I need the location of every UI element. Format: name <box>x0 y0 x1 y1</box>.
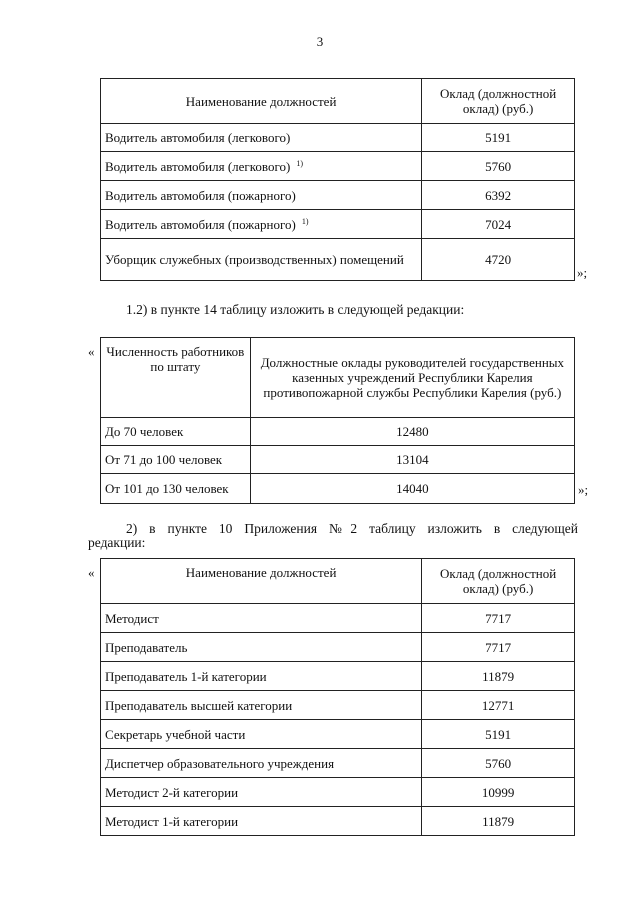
column-header-position: Наименование должностей <box>101 559 422 604</box>
salary-cell: 12771 <box>422 691 575 720</box>
salary-cell: 14040 <box>250 474 574 504</box>
salary-cell: 7717 <box>422 604 575 633</box>
salary-cell: 11879 <box>422 807 575 836</box>
paragraph-1-2: 1.2) в пункте 14 таблицу изложить в следующей редакции: <box>126 302 465 317</box>
table-row <box>101 662 575 691</box>
position-cell: Уборщик служебных (производственных) помещений <box>101 239 422 281</box>
salary-cell: 10999 <box>422 778 575 807</box>
column-header-salary: Оклад (должностной оклад) (руб.) <box>422 559 575 604</box>
salary-cell: 4720 <box>422 239 575 281</box>
paragraph-2 <box>88 521 578 551</box>
position-cell: Преподаватель высшей категории <box>101 691 422 720</box>
salary-cell: 5191 <box>422 124 575 152</box>
table-row <box>101 181 575 210</box>
position-cell: Методист 1-й категории <box>101 807 422 836</box>
table-row <box>101 604 575 633</box>
table-row <box>101 124 575 152</box>
table-row <box>101 778 575 807</box>
position-cell: Методист <box>101 604 422 633</box>
table-header-row <box>101 559 575 604</box>
staff-cell: До 70 человек <box>101 418 251 446</box>
position-cell: Секретарь учебной части <box>101 720 422 749</box>
column-header-salary: Оклад (должностной оклад) (руб.) <box>422 79 575 124</box>
table-header-row <box>101 79 575 124</box>
position-cell: Водитель автомобиля (легкового) <box>101 124 422 152</box>
footnote-mark: 1) <box>301 216 309 226</box>
table-row <box>101 720 575 749</box>
salary-cell: 11879 <box>422 662 575 691</box>
staff-cell: От 71 до 100 человек <box>101 446 251 474</box>
table-row <box>101 418 575 446</box>
salary-table-drivers <box>100 78 575 281</box>
position-cell: Водитель автомобиля (легкового) $^{1)}$ <box>101 152 422 181</box>
footnote-mark: 1) <box>296 158 303 168</box>
salary-cell: 6392 <box>422 181 575 210</box>
table-row <box>101 691 575 720</box>
table-row <box>101 152 575 181</box>
salary-cell: 13104 <box>250 446 574 474</box>
quote-open-mark: « <box>88 344 95 359</box>
column-header-position: Наименование должностей <box>101 79 422 124</box>
position-cell: Водитель автомобиля (пожарного) $^{1)}$ <box>101 210 422 239</box>
column-header-head-salary: Должностные оклады руководителей государственных казенных учреждений Республики Карелия противопожарной службы Республики Карелия (руб.) <box>250 338 574 418</box>
salary-cell: 7717 <box>422 633 575 662</box>
table-header-row <box>101 338 575 418</box>
paragraph-2-line-1: 2) в пункте 10 Приложения №2 таблицу изложить в следующей <box>126 521 578 536</box>
table-row <box>101 807 575 836</box>
salary-cell: 5760 <box>422 152 575 181</box>
salary-cell: 5760 <box>422 749 575 778</box>
column-header-staff: Численность работников по штату <box>101 338 251 418</box>
staff-cell: От 101 до 130 человек <box>101 474 251 504</box>
table-row <box>101 749 575 778</box>
position-cell: Диспетчер образовательного учреждения <box>101 749 422 778</box>
quote-close-mark: »; <box>577 265 588 280</box>
salary-cell: 7024 <box>422 210 575 239</box>
table-row <box>101 633 575 662</box>
salary-table-teachers <box>100 558 575 836</box>
quote-open-mark: « <box>88 565 95 580</box>
table-row <box>101 210 575 239</box>
paragraph-2-line-2: редакции: <box>88 535 146 550</box>
salary-cell: 5191 <box>422 720 575 749</box>
table-row <box>101 446 575 474</box>
position-cell: Преподаватель 1-й категории <box>101 662 422 691</box>
quote-close-mark: »; <box>578 482 589 497</box>
page-number: 3 <box>316 34 324 49</box>
position-cell: Преподаватель <box>101 633 422 662</box>
table-row <box>101 239 575 281</box>
salary-table-heads <box>100 337 575 504</box>
table-row <box>101 474 575 504</box>
position-cell: Водитель автомобиля (пожарного) <box>101 181 422 210</box>
position-cell: Методист 2-й категории <box>101 778 422 807</box>
salary-cell: 12480 <box>250 418 574 446</box>
